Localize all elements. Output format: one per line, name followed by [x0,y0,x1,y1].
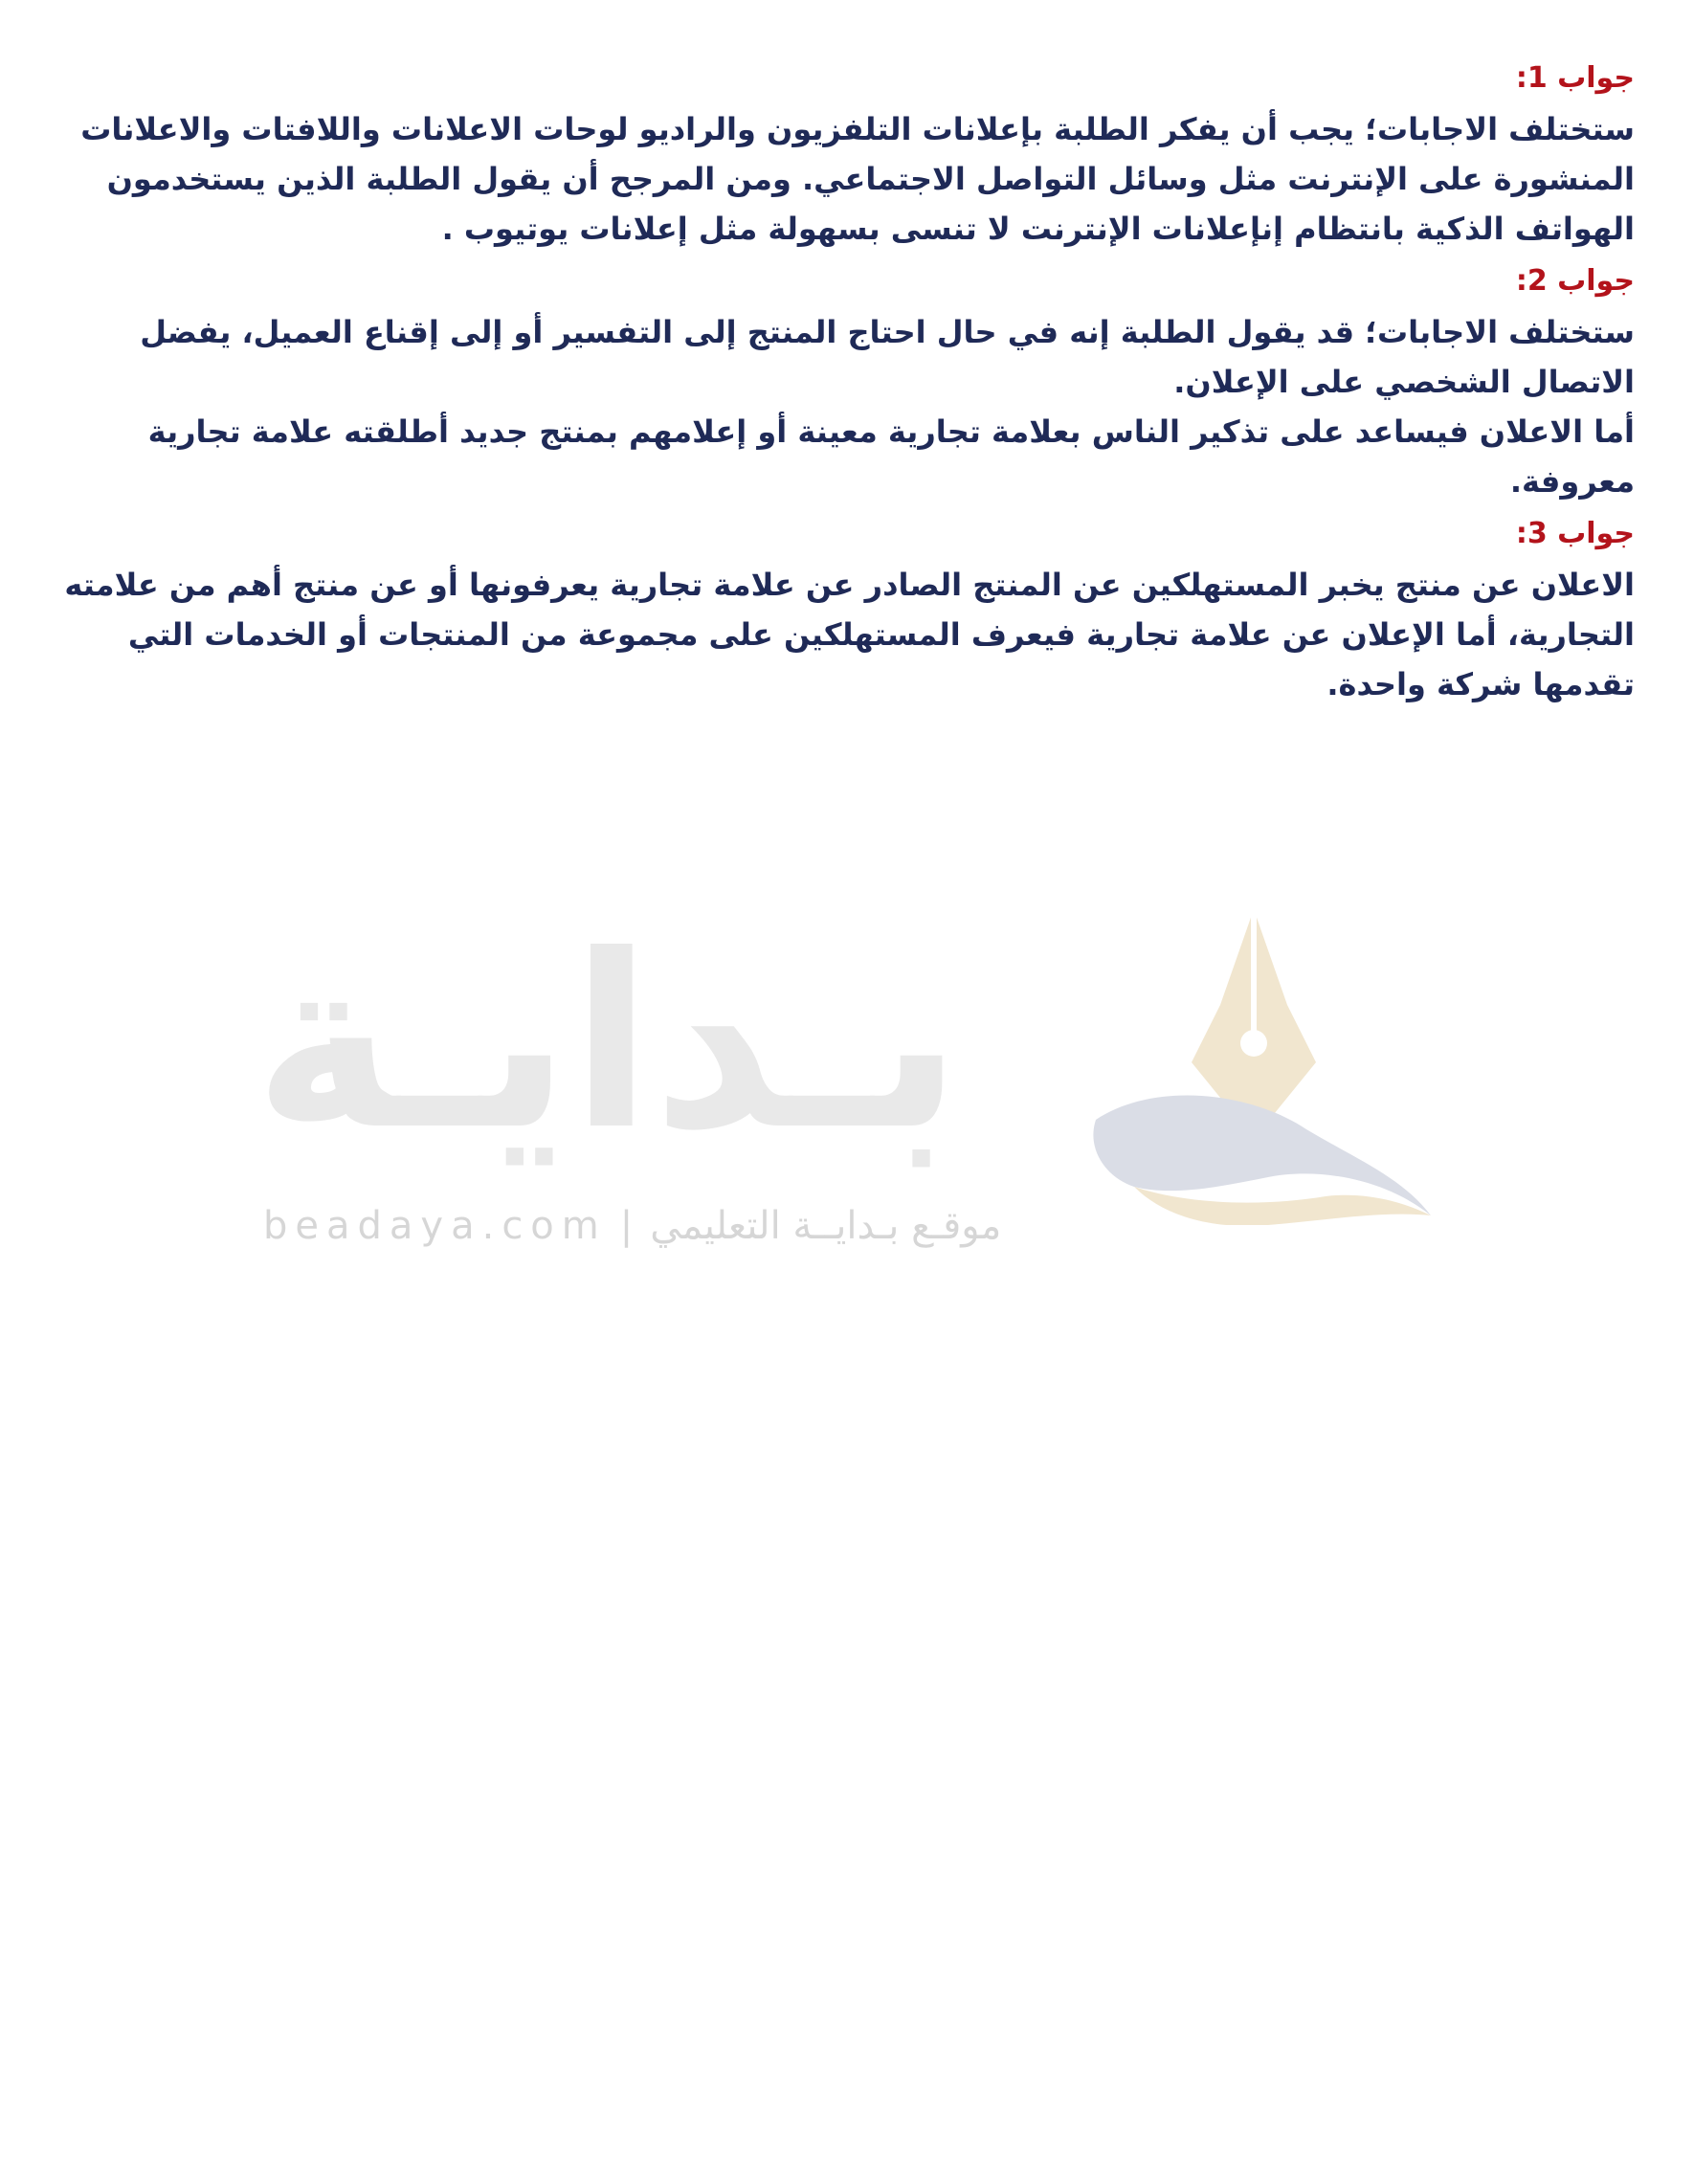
answer-2 [56,256,1635,506]
answer-2-paragraph-2: أما الاعلان فيساعد على تذكير الناس بعلامة تجارية معينة أو إعلامهم بمنتج جديد أطلقته علامة تجارية معروفة. [147,413,1635,500]
answer-2-paragraph-1: ستختلف الاجابات؛ قد يقول الطلبة إنه في حال احتاج المنتج إلى التفسير أو إلى إقناع العميل، يفضل الاتصال الشخصي على الإعلان. [140,314,1635,400]
answers-document [56,53,1635,711]
answer-3-title: جواب 3: [1515,517,1635,550]
answer-1 [56,53,1635,254]
watermark-footer [263,1204,1001,1248]
beadaya-watermark [244,900,1431,1254]
watermark-logo-text: بـدايـة [254,903,963,1182]
watermark-tagline: موقـع بـدايــة التعليمي [650,1204,1002,1248]
answer-1-paragraph-1: ستختلف الاجابات؛ يجب أن يفكر الطلبة بإعلانات التلفزيون والراديو لوحات الاعلانات واللافتات والاعلانات المنشورة على الإنترنت مثل وسائل التواصل الاجتماعي. ومن المرجح أن يقول الطلبة الذين يستخدمون الهواتف الذكية بانتظام إنإعلانات الإنترنت لا تنسى بسهولة مثل إعلانات يوتيوب . [80,111,1635,247]
answer-2-title: جواب 2: [1515,264,1635,298]
answer-3-paragraph-1: الاعلان عن منتج يخبر المستهلكين عن المنتج الصادر عن علامة تجارية يعرفونها أو عن منتج أهم من علامته التجارية، أما الإعلان عن علامة تجارية فيعرف المستهلكين على مجموعة من المنتجات أو الخدمات التي تقدمها شركة واحدة. [64,567,1635,702]
watermark-separator: | [619,1204,637,1248]
watermark-url: beadaya.com [263,1204,607,1248]
pen-nib-icon [1077,900,1431,1225]
answer-3 [56,508,1635,709]
answer-1-title: جواب 1: [1515,61,1635,95]
